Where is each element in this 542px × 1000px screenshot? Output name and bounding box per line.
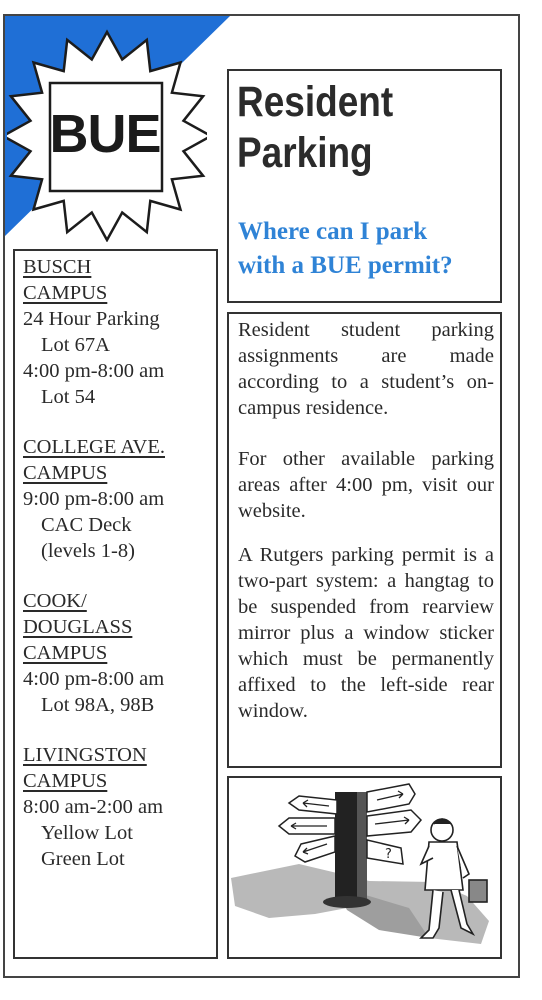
title-box	[227, 69, 502, 303]
campus-name: CAMPUS	[23, 282, 108, 304]
campus-hours: 24 Hour Parking	[23, 308, 160, 330]
info-paragraph-other-areas: For other available parking areas after 4:00 pm, visit our website.	[238, 448, 494, 522]
campus-hours: 4:00 pm-8:00 am	[23, 360, 165, 382]
campus-lot: Lot 54	[41, 386, 96, 408]
sign-question-mark: ?	[385, 847, 392, 862]
info-paragraph-assignments: Resident student parking assignments are made according to a student’s on-campus residence.	[238, 319, 494, 419]
campus-name: BUSCH	[23, 256, 92, 278]
campus-hours: 4:00 pm-8:00 am	[23, 668, 165, 690]
campus-lot: Lot 67A	[41, 334, 110, 356]
campus-lot: Green Lot	[41, 848, 125, 870]
campus-name: LIVINGSTON	[23, 744, 147, 766]
campus-name: CAMPUS	[23, 462, 108, 484]
campus-lot: Yellow Lot	[41, 822, 133, 844]
campus-hours: 9:00 pm-8:00 am	[23, 488, 165, 510]
subtitle	[238, 215, 453, 283]
campus-livingston	[23, 742, 215, 872]
campus-name: COLLEGE AVE.	[23, 436, 165, 458]
info-box	[227, 312, 502, 768]
campus-lot: (levels 1-8)	[41, 540, 135, 562]
campus-lot: Lot 98A, 98B	[41, 694, 155, 716]
subtitle-line-2: with a BUE permit?	[238, 252, 453, 279]
campus-busch	[23, 254, 215, 410]
campus-name: CAMPUS	[23, 642, 108, 664]
campus-hours: 8:00 am-2:00 am	[23, 796, 164, 818]
campus-name: COOK/	[23, 590, 87, 612]
info-paragraph-permit-system: A Rutgers parking permit is a two-part system: a hangtag to be suspended from rearview mirror plus a window sticker which must be permanently affixed to the left-side rear window.	[238, 544, 494, 722]
title-line-2: Parking	[237, 129, 373, 177]
illustration-box	[227, 776, 502, 959]
campus-name: DOUGLASS	[23, 616, 133, 638]
campus-cook-douglass	[23, 588, 215, 718]
page-title	[237, 77, 393, 179]
badge-label: BUE	[49, 104, 161, 164]
campus-name: CAMPUS	[23, 770, 108, 792]
campus-lot: CAC Deck	[41, 514, 132, 536]
campus-sidebar	[13, 249, 218, 959]
subtitle-line-1: Where can I park	[238, 218, 428, 245]
confused-man-signpost-illustration	[229, 778, 500, 957]
title-line-1: Resident	[237, 78, 394, 126]
campus-college-ave	[23, 434, 215, 564]
